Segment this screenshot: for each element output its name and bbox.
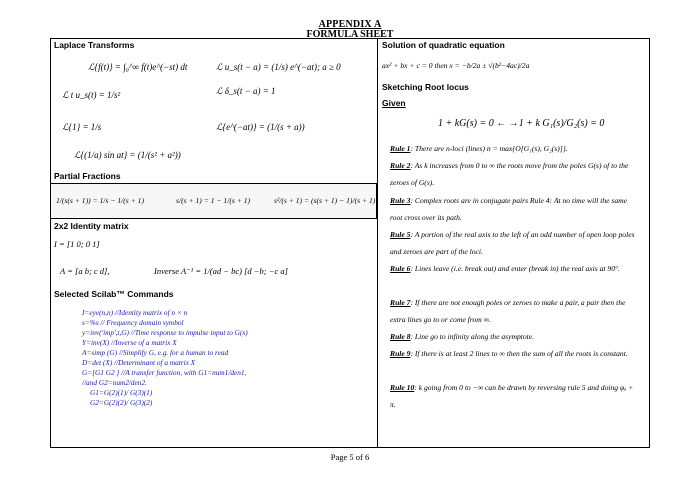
quadratic-equation: ax² + bx + c = 0 then x = −b/2a ± √(b²−4ac)/2a (382, 61, 530, 70)
rule-item (390, 328, 638, 345)
partial-fraction-2: s/(s + 1) = 1 − 1/(s + 1) (176, 196, 251, 205)
laplace-impulse: ℒ δ_s(t − a) = 1 (216, 86, 276, 96)
rule-label: Rule 7 (390, 298, 411, 307)
page-number: Page 5 of 6 (330, 452, 370, 462)
rule-text: : Lines leave (i.e. break out) and enter (break in) the real axis at 90°. (410, 264, 620, 273)
rule-label: Rule 1 (390, 144, 411, 153)
rule-label: Rule 10 (390, 383, 415, 392)
scilab-heading: Selected Scilab™ Commands (54, 289, 174, 299)
partial-fractions-heading: Partial Fractions (54, 171, 121, 181)
rule-text: : As k increases from 0 to ∞ the roots move from the poles G(s) of to the zeroes of G(s). (390, 161, 629, 188)
rule-text: : There are n-loci (lines) n = max{O[G₁(s), G₂(s)]}. (410, 144, 568, 153)
rule-label: Rule 3 (390, 196, 411, 205)
laplace-heading: Laplace Transforms (54, 40, 135, 50)
rule-text: : If there are not enough poles or zeroes to make a pair, a pair then the extra lines go to or come from ∞. (390, 298, 626, 325)
rule-item (390, 379, 638, 413)
scilab-command: Y=inv(X) //Inverse of a matrix X (82, 338, 177, 347)
laplace-sine: ℒ{(1/a) sin at} = (1/(s² + a²)) (74, 150, 181, 160)
rule-text: : Line go to infinity along the asymptote. (410, 332, 535, 341)
rule-text: : If there is at least 2 lines to ∞ then the sum of all the roots is constant. (410, 349, 628, 358)
rule-item (390, 294, 638, 328)
characteristic-equation: 1 + kG(s) = 0 ← →1 + k G₁(s)/G₂(s) = 0 (438, 118, 605, 129)
rule-text: : Complex roots are in conjugate pairs Rule 4: At no time will the same root cross over its path. (390, 196, 628, 223)
scilab-command: G2=G(2)(2)/ G(3)(2) (90, 398, 153, 407)
laplace-constant: ℒ{1} = 1/s (62, 122, 102, 132)
given-label: Given (382, 98, 406, 108)
partial-fraction-3: s²/(s + 1) = (s(s + 1) − 1)/(s + 1) (274, 196, 376, 205)
rule-text: : A portion of the real axis to the left of an odd number of open loop poles and zeroes are part of the loci. (390, 230, 635, 257)
rule-item (390, 140, 638, 157)
laplace-unit-step: ℒ u_s(t − a) = (1/s) e^(−at); a ≥ 0 (216, 62, 341, 72)
rule-label: Rule 8 (390, 332, 411, 341)
rule-label: Rule 5 (390, 230, 411, 239)
inverse-matrix-eq: Inverse A⁻¹ = 1/(ad − bc) [d −b; −c a] (154, 266, 288, 276)
rule-item (390, 260, 638, 277)
formula-sheet-subtitle: FORMULA SHEET (306, 29, 394, 40)
rule-text: : k going from 0 to −∞ can be drawn by reversing rule 5 and doing φₐ + π. (390, 383, 634, 410)
rule-label: Rule 9 (390, 349, 411, 358)
right-column (378, 38, 650, 448)
rule-item (390, 192, 638, 226)
scilab-command: //and G2=num2/den2. (82, 378, 147, 387)
scilab-command: I=eye(n,n) //Identity matrix of n × n (82, 308, 188, 317)
laplace-exponential: ℒ{e^(−at)} = (1/(s + a)) (216, 122, 305, 132)
left-column (50, 38, 377, 448)
identity-heading: 2x2 Identity matrix (54, 221, 129, 231)
scilab-command: D=det (X) //Determinant of a matrix X (82, 358, 196, 367)
laplace-definition: ℒ{f(t)} = ∫₀^∞ f(t)e^(−st) dt (88, 62, 188, 72)
laplace-ramp: ℒ t u_s(t) = 1/s² (62, 90, 121, 100)
rule-item (390, 345, 638, 362)
scilab-command: y=inv('imp',t,G) //Time response to impulse input to G(s) (82, 328, 248, 337)
partial-fraction-1: 1/(s(s + 1)) = 1/s − 1/(s + 1) (56, 196, 144, 205)
appendix-title: APPENDIX A (318, 19, 382, 30)
root-locus-heading: Sketching Root locus (382, 82, 469, 92)
rule-item (390, 157, 638, 191)
rule-label: Rule 6 (390, 264, 411, 273)
rule-item (390, 226, 638, 260)
scilab-command: G=[G1 G2 ] //A transfer function, with G1=num1/den1, (82, 368, 247, 377)
a-matrix-eq: A = [a b; c d], (60, 266, 110, 276)
quadratic-heading: Solution of quadratic equation (382, 40, 505, 50)
scilab-command: A=simp (G) //Simplify G, e.g. for a human to read (82, 348, 229, 357)
identity-matrix-eq: I = [1 0; 0 1] (54, 239, 100, 249)
rule-label: Rule 2 (390, 161, 411, 170)
scilab-command: G1=G(2)(1)/ G(3)(1) (90, 388, 153, 397)
scilab-command: s=%s // Frequency domain symbol (82, 318, 184, 327)
